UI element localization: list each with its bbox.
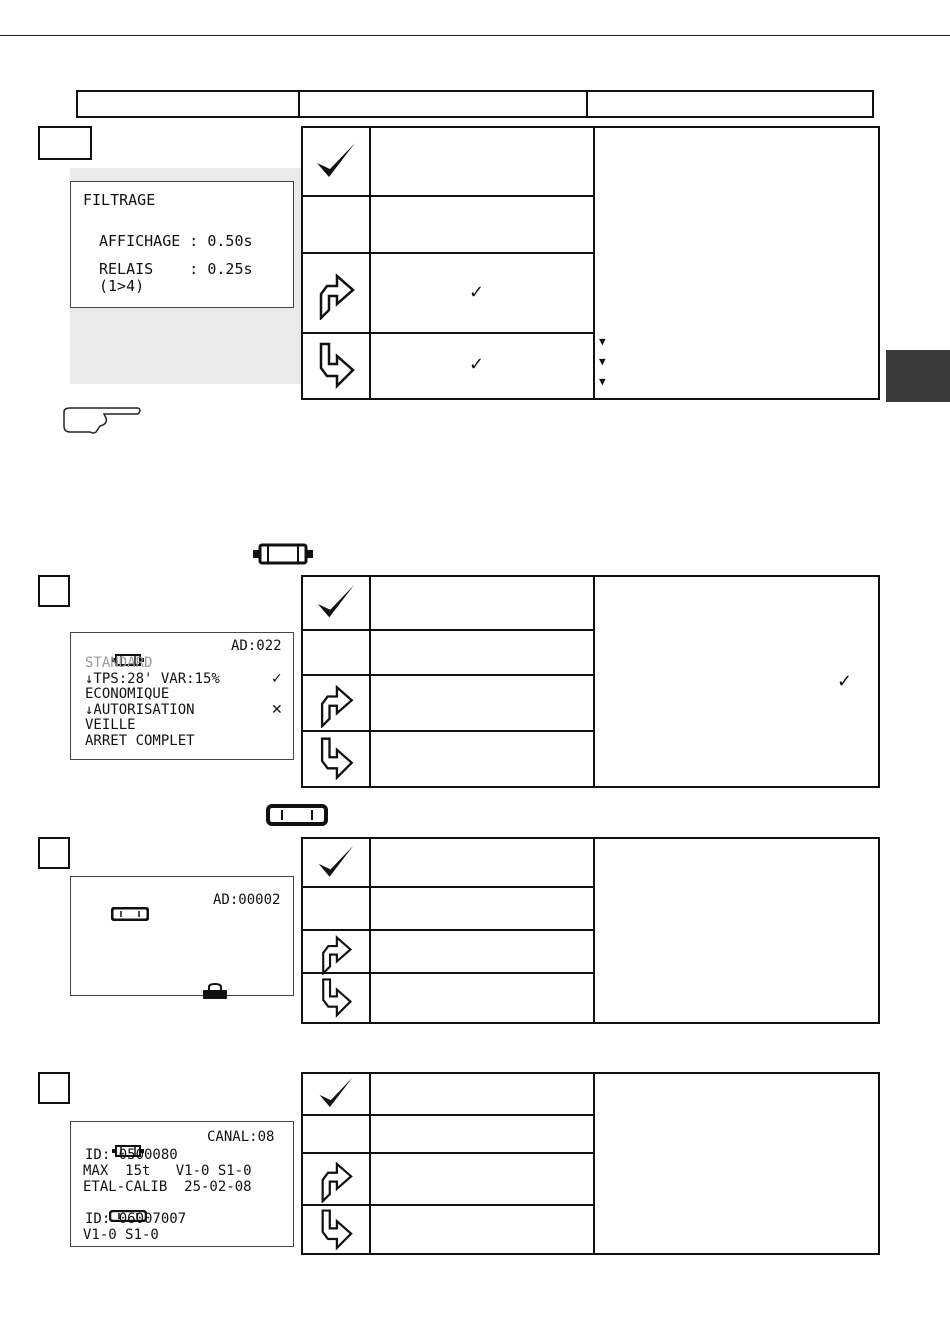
pointing-hand-icon	[60, 402, 144, 440]
canal-label: CANAL:08	[207, 1129, 275, 1145]
key-table-4	[301, 1072, 880, 1255]
arrow-down-right-icon	[303, 974, 369, 1024]
address-label: AD:00002	[213, 892, 281, 908]
screen-title: FILTRAGE	[83, 191, 156, 209]
step-number-box	[38, 126, 92, 160]
mode-item-veille: VEILLE	[85, 717, 136, 733]
header-cell-2	[300, 92, 588, 116]
check-small-icon: ✓	[469, 282, 485, 303]
mode-item-autorisation: ↓AUTORISATION	[85, 702, 195, 718]
lcd-screen-mode	[70, 632, 294, 760]
receiver-spec-line: V1-0 S1-0	[83, 1227, 159, 1243]
key-table-1	[301, 126, 880, 400]
mode-item-economique: ECONOMIQUE	[85, 686, 170, 702]
arrow-up-right-icon	[303, 1154, 369, 1204]
mode-item-tps: ↓TPS:28' VAR:15%	[85, 671, 220, 687]
screen-line: AFFICHAGE : 0.50s	[99, 232, 253, 250]
filter-icon: ▼	[599, 375, 606, 388]
grid-divider	[369, 577, 371, 786]
check-small-icon: ✓	[271, 671, 283, 687]
arrow-down-right-icon	[303, 732, 369, 788]
grid-divider	[303, 886, 593, 888]
emitter-spec-line: MAX 15t V1-0 S1-0	[83, 1163, 252, 1179]
receiver-device-icon	[77, 893, 149, 938]
key-table-3	[301, 837, 880, 1024]
step-number-box	[38, 575, 70, 607]
check-mark-icon	[303, 128, 369, 195]
filter-icon: ▼	[599, 335, 606, 348]
padlock-icon	[167, 969, 229, 1016]
emitter-id: ID: 0500080	[85, 1147, 178, 1163]
screen-line: RELAIS : 0.25s	[99, 260, 253, 278]
calibration-line: ETAL-CALIB 25-02-08	[83, 1179, 252, 1195]
step-number-box	[38, 1072, 70, 1104]
step-number-box	[38, 837, 70, 869]
grid-divider	[369, 128, 371, 398]
page-top-rule	[0, 35, 950, 36]
grid-divider	[303, 1114, 593, 1116]
header-cell-3	[588, 92, 872, 116]
grid-divider	[593, 128, 595, 398]
grid-divider	[593, 839, 595, 1022]
header-table	[76, 90, 874, 118]
lcd-screen-canal	[70, 1121, 294, 1247]
arrow-down-right-icon	[303, 1206, 369, 1255]
grid-divider	[303, 195, 593, 197]
check-mark-icon	[303, 1074, 369, 1114]
address-label: AD:022	[231, 638, 282, 654]
screen-line: (1>4)	[99, 277, 145, 295]
check-small-icon: ✓	[469, 354, 485, 375]
grid-divider	[593, 1074, 595, 1253]
mode-item-arret: ARRET COMPLET	[85, 733, 195, 749]
grid-divider	[303, 629, 593, 631]
grid-divider	[369, 1074, 371, 1253]
arrow-up-right-icon	[303, 254, 369, 332]
lcd-screen-filtrage	[70, 181, 294, 308]
chapter-tab	[886, 350, 950, 402]
check-mark-icon	[303, 577, 369, 629]
arrow-up-right-icon	[303, 676, 369, 730]
key-table-2	[301, 575, 880, 788]
lcd-screen-lock	[70, 876, 294, 996]
check-small-icon: ✓	[837, 671, 853, 692]
arrow-up-right-icon	[303, 931, 369, 972]
check-mark-icon	[303, 839, 369, 886]
filter-icon: ▼	[599, 355, 606, 368]
cross-icon: ✕	[271, 702, 283, 718]
arrow-down-right-icon	[303, 334, 369, 400]
grid-divider	[593, 577, 595, 786]
receiver-id: ID: 06007007	[85, 1211, 187, 1227]
receiver-device-icon	[266, 804, 328, 830]
header-cell-1	[78, 92, 300, 116]
emitter-device-icon	[252, 542, 314, 570]
mode-item-standard: STANDARD	[85, 655, 153, 671]
